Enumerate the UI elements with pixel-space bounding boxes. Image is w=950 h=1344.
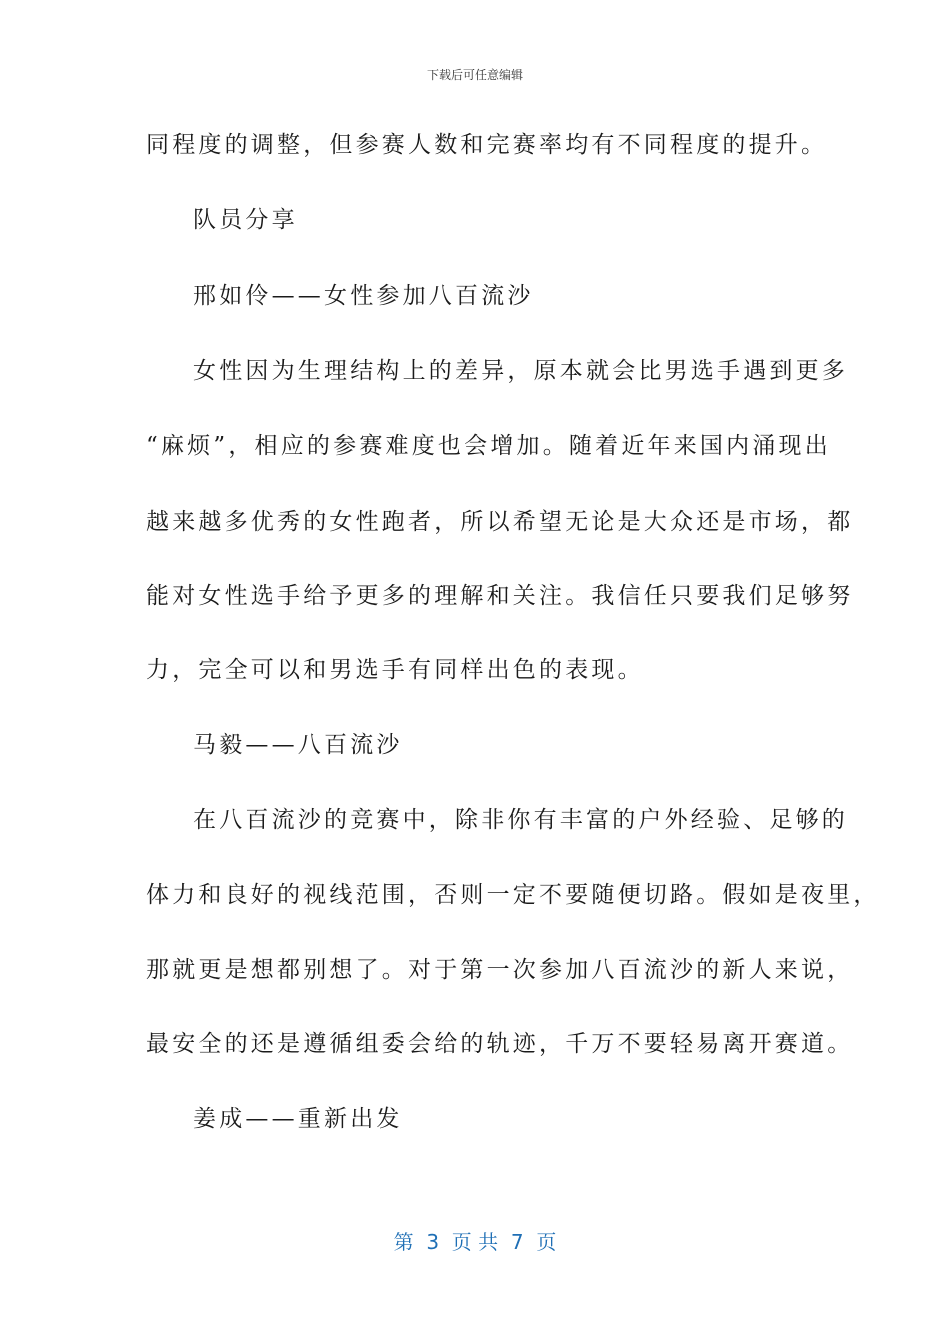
paragraph-line: 那就更是想都别想了。对于第一次参加八百流沙的新人来说，	[146, 957, 854, 983]
page-header: 下载后可任意编辑	[426, 68, 523, 82]
paragraph-line: 同程度的调整，但参赛人数和完赛率均有不同程度的提升。	[146, 132, 828, 158]
paragraph-line: 在八百流沙的竞赛中，除非你有丰富的户外经验、足够的	[193, 807, 848, 833]
paragraph-line: 女性因为生理结构上的差异，原本就会比男选手遇到更多	[193, 358, 848, 384]
member-heading: 邢如伶——女性参加八百流沙	[193, 283, 534, 309]
paragraph-line: “麻烦”，相应的参赛难度也会增加。随着近年来国内涌现出	[146, 433, 831, 459]
section-heading: 队员分享	[193, 207, 298, 233]
paragraph-line: 体力和良好的视线范围，否则一定不要随便切路。假如是夜里，	[146, 882, 880, 908]
paragraph-line: 力，完全可以和男选手有同样出色的表现。	[146, 657, 644, 683]
member-heading: 姜成——重新出发	[193, 1106, 403, 1132]
paragraph-line: 最安全的还是遵循组委会给的轨迹，千万不要轻易离开赛道。	[146, 1031, 854, 1057]
member-heading: 马毅——八百流沙	[193, 732, 403, 758]
paragraph-line: 能对女性选手给予更多的理解和关注。我信任只要我们足够努	[146, 583, 854, 609]
page-number: 第 3 页 共 7 页	[393, 1230, 557, 1254]
paragraph-line: 越来越多优秀的女性跑者，所以希望无论是大众还是市场，都	[146, 509, 854, 535]
